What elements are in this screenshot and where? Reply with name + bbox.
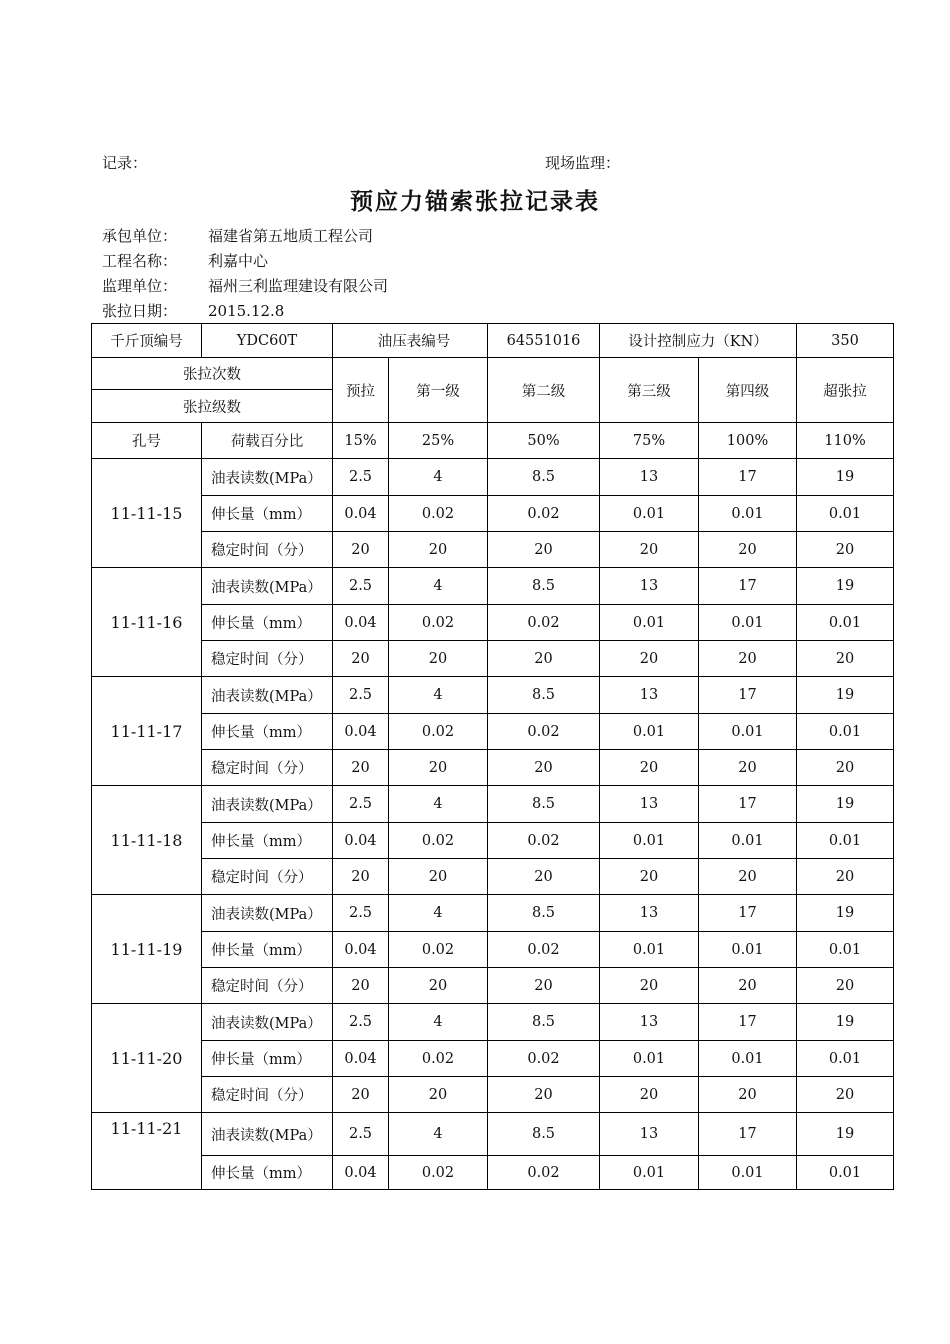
value-cell: 0.02 bbox=[389, 932, 488, 968]
value-cell: 4 bbox=[389, 459, 488, 496]
value-cell: 0.02 bbox=[389, 496, 488, 532]
value-cell: 20 bbox=[488, 641, 600, 677]
hole-number: 11-11-15 bbox=[92, 459, 202, 568]
value-cell: 0.01 bbox=[699, 496, 797, 532]
value-cell: 20 bbox=[389, 1077, 488, 1113]
value-cell: 20 bbox=[333, 750, 389, 786]
info-label: 监理单位： bbox=[102, 277, 178, 295]
row-label-elongation: 伸长量（mm） bbox=[202, 1041, 333, 1077]
value-cell: 13 bbox=[600, 1004, 699, 1041]
value-cell: 20 bbox=[600, 968, 699, 1004]
value-cell: 20 bbox=[797, 1077, 894, 1113]
info-value: 2015.12.8 bbox=[208, 302, 285, 320]
jack-value: YDC60T bbox=[202, 324, 333, 358]
table-row bbox=[92, 1004, 894, 1041]
value-cell: 20 bbox=[600, 532, 699, 568]
gauge-label: 油压表编号 bbox=[333, 324, 488, 358]
value-cell: 13 bbox=[600, 459, 699, 496]
value-cell: 13 bbox=[600, 568, 699, 605]
value-cell: 0.02 bbox=[389, 1156, 488, 1190]
row-label-elongation: 伸长量（mm） bbox=[202, 823, 333, 859]
table-row bbox=[92, 641, 894, 677]
row-label-elongation: 伸长量（mm） bbox=[202, 932, 333, 968]
info-label: 工程名称： bbox=[102, 252, 178, 270]
info-row-date bbox=[102, 299, 284, 323]
value-cell: 0.01 bbox=[797, 714, 894, 750]
value-cell: 20 bbox=[488, 1077, 600, 1113]
value-cell: 20 bbox=[389, 859, 488, 895]
value-cell: 0.02 bbox=[488, 1041, 600, 1077]
value-cell: 20 bbox=[333, 532, 389, 568]
info-value: 利嘉中心 bbox=[208, 252, 269, 270]
row-label-time: 稳定时间（分） bbox=[202, 859, 333, 895]
value-cell: 20 bbox=[389, 750, 488, 786]
value-cell: 0.01 bbox=[797, 1041, 894, 1077]
table-row bbox=[92, 932, 894, 968]
stage-over: 超张拉 bbox=[797, 358, 894, 423]
load-percent-label: 荷载百分比 bbox=[202, 423, 333, 459]
value-cell: 20 bbox=[389, 641, 488, 677]
table-row bbox=[92, 1156, 894, 1190]
stage-pre: 预拉 bbox=[333, 358, 389, 423]
row-label-pressure: 油表读数(MPa） bbox=[202, 459, 333, 496]
value-cell: 0.02 bbox=[488, 714, 600, 750]
value-cell: 20 bbox=[699, 968, 797, 1004]
value-cell: 2.5 bbox=[333, 677, 389, 714]
value-cell: 0.02 bbox=[488, 932, 600, 968]
table-row bbox=[92, 895, 894, 932]
value-cell: 0.01 bbox=[600, 1156, 699, 1190]
value-cell: 0.04 bbox=[333, 496, 389, 532]
load-percent-cell: 15% bbox=[333, 423, 389, 459]
tension-record-table bbox=[91, 323, 894, 1190]
value-cell: 2.5 bbox=[333, 895, 389, 932]
row-label-time: 稳定时间（分） bbox=[202, 750, 333, 786]
table-row bbox=[92, 532, 894, 568]
table-row bbox=[92, 750, 894, 786]
value-cell: 0.01 bbox=[797, 932, 894, 968]
value-cell: 0.04 bbox=[333, 932, 389, 968]
value-cell: 0.02 bbox=[488, 605, 600, 641]
value-cell: 17 bbox=[699, 677, 797, 714]
table-row bbox=[92, 714, 894, 750]
recorder-label: 记录： bbox=[102, 154, 148, 172]
value-cell: 8.5 bbox=[488, 895, 600, 932]
row-label-elongation: 伸长量（mm） bbox=[202, 714, 333, 750]
info-label: 张拉日期： bbox=[102, 302, 178, 320]
table-row bbox=[92, 1077, 894, 1113]
value-cell: 8.5 bbox=[488, 677, 600, 714]
row-label-elongation: 伸长量（mm） bbox=[202, 496, 333, 532]
tension-grade-label: 张拉级数 bbox=[92, 390, 333, 423]
value-cell: 0.01 bbox=[600, 605, 699, 641]
load-percent-cell: 75% bbox=[600, 423, 699, 459]
value-cell: 17 bbox=[699, 786, 797, 823]
value-cell: 20 bbox=[333, 968, 389, 1004]
value-cell: 4 bbox=[389, 677, 488, 714]
table-row bbox=[92, 568, 894, 605]
stage-header-row bbox=[92, 358, 894, 390]
value-cell: 0.02 bbox=[389, 714, 488, 750]
table-row bbox=[92, 786, 894, 823]
value-cell: 0.02 bbox=[389, 605, 488, 641]
value-cell: 0.01 bbox=[600, 823, 699, 859]
value-cell: 0.01 bbox=[797, 496, 894, 532]
value-cell: 0.04 bbox=[333, 605, 389, 641]
row-label-elongation: 伸长量（mm） bbox=[202, 1156, 333, 1190]
value-cell: 20 bbox=[333, 859, 389, 895]
value-cell: 19 bbox=[797, 1113, 894, 1156]
value-cell: 2.5 bbox=[333, 568, 389, 605]
value-cell: 20 bbox=[797, 750, 894, 786]
load-percent-row bbox=[92, 423, 894, 459]
value-cell: 0.04 bbox=[333, 1156, 389, 1190]
info-value: 福建省第五地质工程公司 bbox=[208, 227, 374, 245]
value-cell: 17 bbox=[699, 1004, 797, 1041]
value-cell: 4 bbox=[389, 1004, 488, 1041]
value-cell: 20 bbox=[600, 750, 699, 786]
value-cell: 0.02 bbox=[488, 1156, 600, 1190]
site-supervisor-label: 现场监理： bbox=[545, 154, 621, 172]
value-cell: 13 bbox=[600, 1113, 699, 1156]
value-cell: 20 bbox=[333, 641, 389, 677]
value-cell: 8.5 bbox=[488, 459, 600, 496]
info-label: 承包单位： bbox=[102, 227, 178, 245]
hole-number: 11-11-17 bbox=[92, 677, 202, 786]
row-label-elongation: 伸长量（mm） bbox=[202, 605, 333, 641]
value-cell: 20 bbox=[488, 750, 600, 786]
table-row bbox=[92, 968, 894, 1004]
info-row-supervision-unit bbox=[102, 274, 388, 298]
value-cell: 17 bbox=[699, 459, 797, 496]
value-cell: 20 bbox=[797, 641, 894, 677]
value-cell: 20 bbox=[699, 750, 797, 786]
page-title: 预应力锚索张拉记录表 bbox=[350, 188, 600, 215]
value-cell: 0.04 bbox=[333, 1041, 389, 1077]
value-cell: 0.02 bbox=[488, 496, 600, 532]
value-cell: 20 bbox=[600, 641, 699, 677]
value-cell: 20 bbox=[600, 1077, 699, 1113]
hole-number-label: 孔号 bbox=[92, 423, 202, 459]
hole-number: 11-11-16 bbox=[92, 568, 202, 677]
value-cell: 8.5 bbox=[488, 1004, 600, 1041]
row-label-pressure: 油表读数(MPa） bbox=[202, 568, 333, 605]
stage-4: 第四级 bbox=[699, 358, 797, 423]
row-label-pressure: 油表读数(MPa） bbox=[202, 1113, 333, 1156]
value-cell: 19 bbox=[797, 459, 894, 496]
row-label-pressure: 油表读数(MPa） bbox=[202, 1004, 333, 1041]
value-cell: 19 bbox=[797, 1004, 894, 1041]
value-cell: 8.5 bbox=[488, 1113, 600, 1156]
value-cell: 20 bbox=[488, 859, 600, 895]
value-cell: 0.01 bbox=[600, 496, 699, 532]
value-cell: 0.01 bbox=[797, 823, 894, 859]
stress-label: 设计控制应力（KN） bbox=[600, 324, 797, 358]
hole-number: 11-11-19 bbox=[92, 895, 202, 1004]
value-cell: 0.04 bbox=[333, 714, 389, 750]
value-cell: 0.01 bbox=[797, 605, 894, 641]
value-cell: 2.5 bbox=[333, 1113, 389, 1156]
row-label-pressure: 油表读数(MPa） bbox=[202, 786, 333, 823]
value-cell: 20 bbox=[488, 532, 600, 568]
value-cell: 0.01 bbox=[699, 823, 797, 859]
value-cell: 0.01 bbox=[699, 932, 797, 968]
value-cell: 20 bbox=[389, 532, 488, 568]
value-cell: 0.02 bbox=[389, 823, 488, 859]
value-cell: 20 bbox=[797, 968, 894, 1004]
table-row bbox=[92, 1113, 894, 1156]
info-row-contractor bbox=[102, 224, 373, 248]
value-cell: 0.01 bbox=[699, 605, 797, 641]
value-cell: 8.5 bbox=[488, 786, 600, 823]
value-cell: 2.5 bbox=[333, 786, 389, 823]
value-cell: 19 bbox=[797, 895, 894, 932]
value-cell: 20 bbox=[488, 968, 600, 1004]
table-row bbox=[92, 823, 894, 859]
value-cell: 2.5 bbox=[333, 459, 389, 496]
stage-1: 第一级 bbox=[389, 358, 488, 423]
jack-label: 千斤顶编号 bbox=[92, 324, 202, 358]
row-label-pressure: 油表读数(MPa） bbox=[202, 895, 333, 932]
value-cell: 19 bbox=[797, 568, 894, 605]
value-cell: 0.01 bbox=[600, 1041, 699, 1077]
value-cell: 19 bbox=[797, 786, 894, 823]
stress-value: 350 bbox=[797, 324, 894, 358]
table-row bbox=[92, 677, 894, 714]
row-label-time: 稳定时间（分） bbox=[202, 532, 333, 568]
value-cell: 4 bbox=[389, 568, 488, 605]
value-cell: 17 bbox=[699, 1113, 797, 1156]
value-cell: 20 bbox=[797, 532, 894, 568]
info-row-project bbox=[102, 249, 268, 273]
value-cell: 20 bbox=[699, 1077, 797, 1113]
hole-number: 11-11-21 bbox=[92, 1113, 202, 1190]
value-cell: 0.01 bbox=[797, 1156, 894, 1190]
value-cell: 17 bbox=[699, 895, 797, 932]
stage-3: 第三级 bbox=[600, 358, 699, 423]
value-cell: 20 bbox=[389, 968, 488, 1004]
value-cell: 4 bbox=[389, 786, 488, 823]
load-percent-cell: 50% bbox=[488, 423, 600, 459]
load-percent-cell: 110% bbox=[797, 423, 894, 459]
gauge-value: 64551016 bbox=[488, 324, 600, 358]
value-cell: 20 bbox=[699, 532, 797, 568]
value-cell: 0.02 bbox=[488, 823, 600, 859]
value-cell: 0.01 bbox=[600, 932, 699, 968]
info-value: 福州三利监理建设有限公司 bbox=[208, 277, 389, 295]
table-row bbox=[92, 459, 894, 496]
row-label-time: 稳定时间（分） bbox=[202, 641, 333, 677]
table-row bbox=[92, 1041, 894, 1077]
value-cell: 13 bbox=[600, 786, 699, 823]
value-cell: 0.02 bbox=[389, 1041, 488, 1077]
row-label-time: 稳定时间（分） bbox=[202, 1077, 333, 1113]
table-row bbox=[92, 605, 894, 641]
value-cell: 19 bbox=[797, 677, 894, 714]
table-body bbox=[92, 324, 894, 1190]
value-cell: 17 bbox=[699, 568, 797, 605]
value-cell: 0.01 bbox=[699, 1041, 797, 1077]
equipment-row bbox=[92, 324, 894, 358]
value-cell: 20 bbox=[699, 641, 797, 677]
stage-2: 第二级 bbox=[488, 358, 600, 423]
hole-number: 11-11-18 bbox=[92, 786, 202, 895]
value-cell: 20 bbox=[600, 859, 699, 895]
row-label-pressure: 油表读数(MPa） bbox=[202, 677, 333, 714]
value-cell: 20 bbox=[699, 859, 797, 895]
value-cell: 20 bbox=[797, 859, 894, 895]
load-percent-cell: 25% bbox=[389, 423, 488, 459]
value-cell: 0.04 bbox=[333, 823, 389, 859]
value-cell: 2.5 bbox=[333, 1004, 389, 1041]
table-row bbox=[92, 859, 894, 895]
load-percent-cell: 100% bbox=[699, 423, 797, 459]
table-row bbox=[92, 496, 894, 532]
value-cell: 8.5 bbox=[488, 568, 600, 605]
value-cell: 0.01 bbox=[699, 1156, 797, 1190]
value-cell: 13 bbox=[600, 677, 699, 714]
value-cell: 4 bbox=[389, 895, 488, 932]
row-label-time: 稳定时间（分） bbox=[202, 968, 333, 1004]
tension-count-label: 张拉次数 bbox=[92, 358, 333, 390]
value-cell: 4 bbox=[389, 1113, 488, 1156]
value-cell: 0.01 bbox=[699, 714, 797, 750]
value-cell: 13 bbox=[600, 895, 699, 932]
hole-number: 11-11-20 bbox=[92, 1004, 202, 1113]
value-cell: 0.01 bbox=[600, 714, 699, 750]
value-cell: 20 bbox=[333, 1077, 389, 1113]
